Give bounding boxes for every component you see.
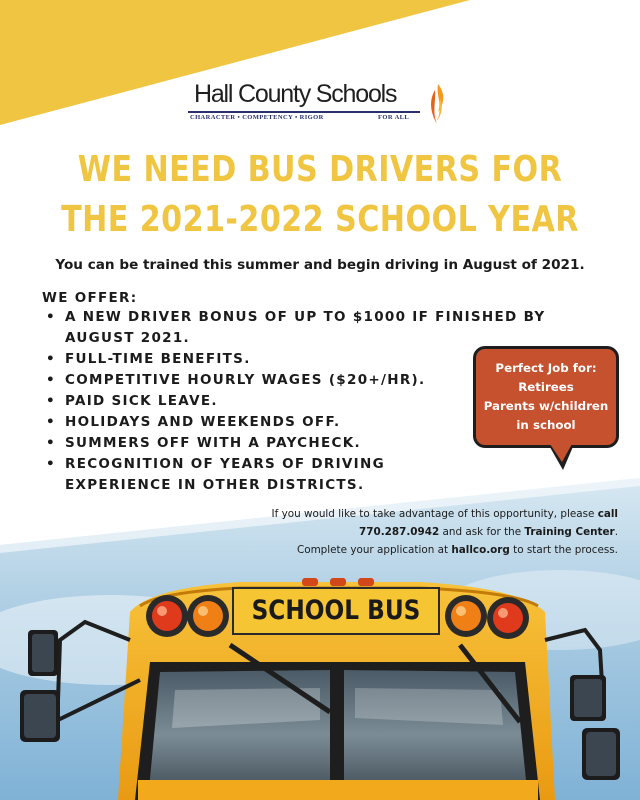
contact-line-3: Complete your application at hallco.org to start the process. xyxy=(296,544,618,556)
speech-bubble-tail-fill xyxy=(548,444,578,466)
bullet: • xyxy=(46,351,56,367)
list-item xyxy=(46,454,425,496)
bus-sign-text: SCHOOL BUS xyxy=(251,595,421,626)
bullet: • xyxy=(46,372,56,388)
bullet: • xyxy=(46,393,56,409)
training-subhead: You can be trained this summer and begin driving in August of 2021. xyxy=(55,257,585,273)
bullet: • xyxy=(46,435,56,451)
contact-line-2: 770.287.0942 and ask for the Training Center. xyxy=(359,526,618,538)
phone-number[interactable]: 770.287.0942 xyxy=(359,526,440,538)
logo-tagline: CHARACTER • COMPETENCY • RIGOR xyxy=(190,114,324,121)
website-link[interactable]: hallco.org xyxy=(451,544,510,556)
perfect-job-bubble xyxy=(473,346,619,448)
offer-item-text: COMPETITIVE HOURLY WAGES ($20+/HR). xyxy=(65,372,426,388)
flame-icon xyxy=(426,82,448,126)
call-word: call xyxy=(597,508,618,520)
contact-line-1: If you would like to take advantage of this opportunity, please call xyxy=(271,508,618,520)
headline-line-2: THE 2021-2022 SCHOOL YEAR xyxy=(61,199,579,240)
logo-tagline-right: FOR ALL xyxy=(378,114,410,121)
offer-item-text: RECOGNITION OF YEARS OF DRIVING EXPERIENCE IN OTHER DISTRICTS. xyxy=(65,456,385,493)
bullet: • xyxy=(46,456,56,472)
offer-item-text: SUMMERS OFF WITH A PAYCHECK. xyxy=(65,435,361,451)
offer-item-text: HOLIDAYS AND WEEKENDS OFF. xyxy=(65,414,341,430)
offer-heading: WE OFFER: xyxy=(42,290,138,306)
bubble-title: Perfect Job for: xyxy=(495,361,597,375)
bullet: • xyxy=(46,414,56,430)
offer-item-text: A NEW DRIVER BONUS OF UP TO $1000 IF FINISHED BY AUGUST 2021. xyxy=(65,309,546,346)
bullet: • xyxy=(46,309,56,325)
bubble-line-parents: Parents w/children xyxy=(483,399,609,413)
list-item xyxy=(46,307,566,349)
offer-item-text: FULL-TIME BENEFITS. xyxy=(65,351,251,367)
training-center: Training Center xyxy=(524,526,615,538)
headline-line-1: WE NEED BUS DRIVERS FOR xyxy=(77,149,563,190)
offer-item-text: PAID SICK LEAVE. xyxy=(65,393,218,409)
logo-underline xyxy=(188,111,420,113)
contact-info xyxy=(98,505,618,559)
bubble-line-retirees: Retirees xyxy=(518,380,574,394)
hall-county-schools-logo xyxy=(188,80,448,130)
bubble-line-school: in school xyxy=(516,418,576,432)
logo-wordmark: Hall County Schools xyxy=(194,80,397,108)
